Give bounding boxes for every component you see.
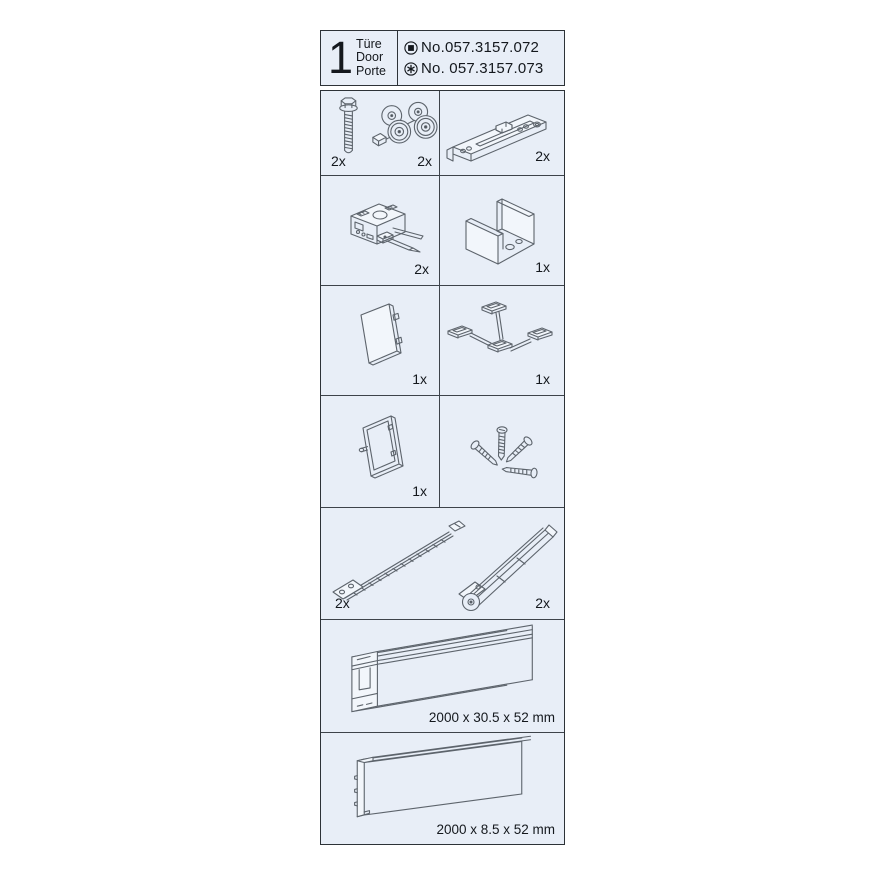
quantity-label: 1x [535,259,550,275]
quantity-label: 2x [331,153,346,169]
cell-guide-clip [440,176,564,285]
cell-end-cap-frame [321,396,440,507]
quantity-label: 1x [412,483,427,499]
end-cap-drawing [355,299,411,377]
cell-cover-profile [321,733,564,844]
title-de: Türe [356,36,382,51]
position-cell [321,31,398,85]
quantity-label: 2x [335,595,350,611]
title-en: Door [356,50,384,65]
parts-row [321,91,564,175]
roller-carriage-drawing [371,99,437,153]
part-number: No.057.3157.072 [421,39,540,56]
part-number: No. 057.3157.073 [421,60,544,77]
dimension-label: 2000 x 30.5 x 52 mm [428,710,555,725]
cover-profile-drawing [329,738,557,822]
header [320,30,565,86]
parts-row [321,507,564,619]
part-numbers [398,31,564,85]
parts-grid [320,90,565,845]
cell-screws [440,396,564,507]
guide-clip-drawing [458,189,546,275]
parts-row [321,285,564,395]
cell-damper-set [321,508,564,619]
parts-row [321,395,564,507]
circled-asterisk-icon [404,62,418,76]
suspension-bolt-drawing [331,96,365,160]
quantity-label: 2x [535,148,550,164]
cell-glider [321,176,440,285]
part-number-row [404,60,564,77]
quantity-label: 2x [535,595,550,611]
quantity-label: 2x [417,153,432,169]
cell-running-track [321,620,564,732]
parts-list-sheet [320,30,565,845]
quantity-label: 1x [412,371,427,387]
parts-row [321,619,564,732]
quantity-label: 2x [414,261,429,277]
cell-suspension-plate [440,91,564,175]
quantity-label: 1x [535,371,550,387]
cell-end-cap [321,286,440,395]
part-title [356,38,386,79]
part-number-row [404,39,564,56]
screws-drawing [462,422,542,484]
title-fr: Porte [356,63,386,78]
circled-filled-square-icon [404,41,418,55]
cell-bolt-roller [321,91,440,175]
end-cap-frame-drawing [357,410,413,490]
dimension-label: 2000 x 8.5 x 52 mm [436,822,555,837]
cell-cover-caps [440,286,564,395]
parts-row [321,732,564,844]
running-track-drawing [329,626,557,708]
parts-row [321,175,564,285]
position-index: 1 [328,32,352,83]
